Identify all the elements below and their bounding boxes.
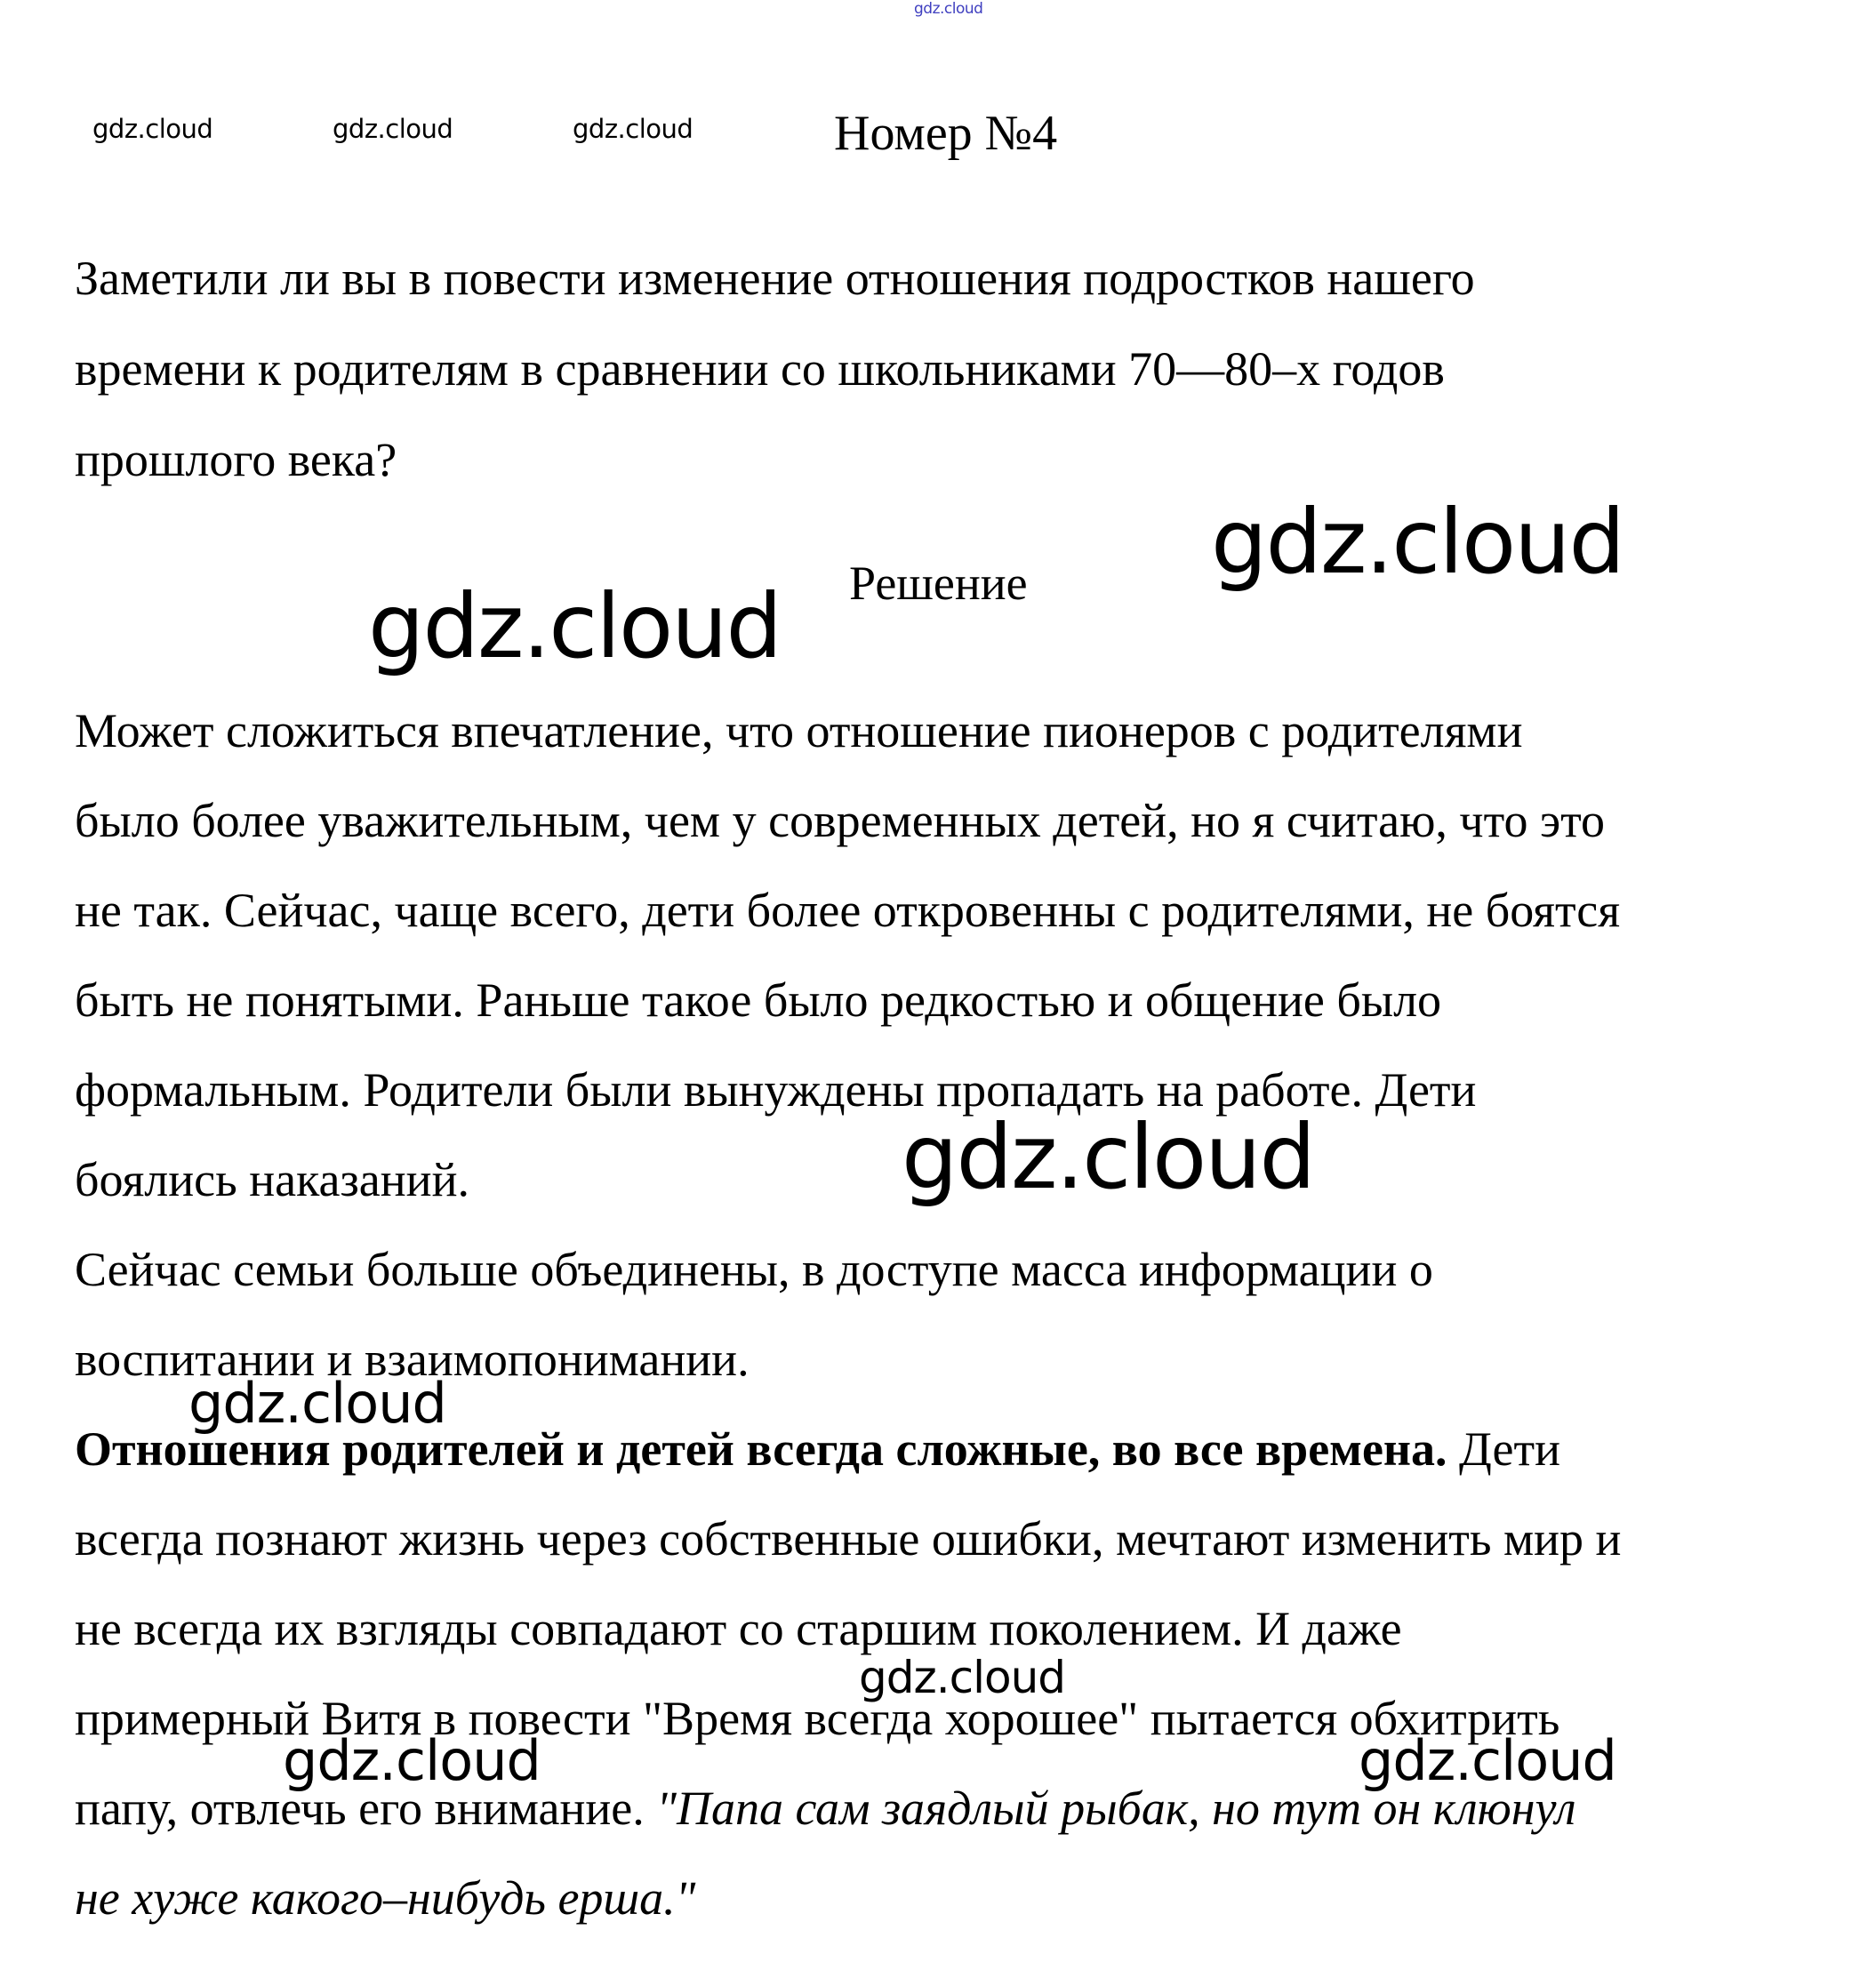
watermark-medium: gdz.cloud: [283, 1728, 541, 1793]
header-watermark: gdz.cloud: [333, 114, 453, 144]
paragraph-line: не так. Сейчас, чаще всего, дети более откровенны с родителями, не боятся: [75, 884, 1621, 937]
solution-paragraph-1: [75, 686, 1620, 1225]
solution-paragraph-3: [75, 1405, 1621, 1943]
paragraph-line: [75, 1854, 1621, 1943]
paragraph-line: всегда познают жизнь через собственные ошибки, мечтают изменить мир и: [75, 1512, 1622, 1566]
quote-text: не хуже какого–нибудь ерша.": [75, 1871, 696, 1925]
watermark-medium: gdz.cloud: [1359, 1728, 1616, 1793]
question-line: Заметили ли вы в повести изменение отношения подростков нашего: [75, 252, 1475, 305]
paragraph-line: боялись наказаний.: [75, 1153, 469, 1206]
bold-thesis: Отношения родителей и детей всегда сложные, во все времена.: [75, 1422, 1447, 1476]
question-line: времени к родителям в сравнении со школьниками 70—80–х годов: [75, 342, 1445, 396]
watermark-medium: gdz.cloud: [188, 1371, 446, 1436]
quote-text: "Папа сам заядлый рыбак, но тут он клюнул: [656, 1782, 1576, 1835]
paragraph-line: Отношения родителей и детей всегда сложные, во все времена. Дети: [75, 1422, 1561, 1476]
paragraph-line: быть не понятыми. Раньше такое было редкостью и общение было: [75, 973, 1442, 1027]
watermark-large: gdz.cloud: [368, 574, 782, 678]
header-watermark: gdz.cloud: [573, 114, 693, 144]
watermark-large: gdz.cloud: [1211, 490, 1624, 594]
watermark-small: gdz.cloud: [859, 1652, 1066, 1703]
paragraph-line: Сейчас семьи больше объединены, в доступе масса информации о: [75, 1243, 1433, 1296]
top-watermark: gdz.cloud: [914, 0, 983, 18]
paragraph-line: Может сложиться впечатление, что отношение пионеров с родителями: [75, 704, 1523, 757]
watermark-large: gdz.cloud: [902, 1105, 1315, 1209]
paragraph-line: формальным. Родители были вынуждены пропадать на работе. Дети: [75, 1063, 1477, 1117]
header-watermark: gdz.cloud: [92, 114, 213, 144]
solution-heading: Решение: [849, 557, 1028, 610]
paragraph-line: папу, отвлечь его внимание. "Папа сам заядлый рыбак, но тут он клюнул: [75, 1782, 1576, 1835]
page-title: Номер №4: [834, 106, 1058, 161]
question-text: [75, 233, 1475, 505]
paragraph-line: не всегда их взгляды совпадают со старшим поколением. И даже: [75, 1602, 1402, 1655]
paragraph-line: примерный Витя в повести "Время всегда хорошее" пытается обхитрить: [75, 1692, 1560, 1745]
paragraph-line: было более уважительным, чем у современных детей, но я считаю, что это: [75, 794, 1606, 847]
question-line: прошлого века?: [75, 433, 397, 486]
paragraph-line: воспитании и взаимопонимании.: [75, 1333, 750, 1386]
